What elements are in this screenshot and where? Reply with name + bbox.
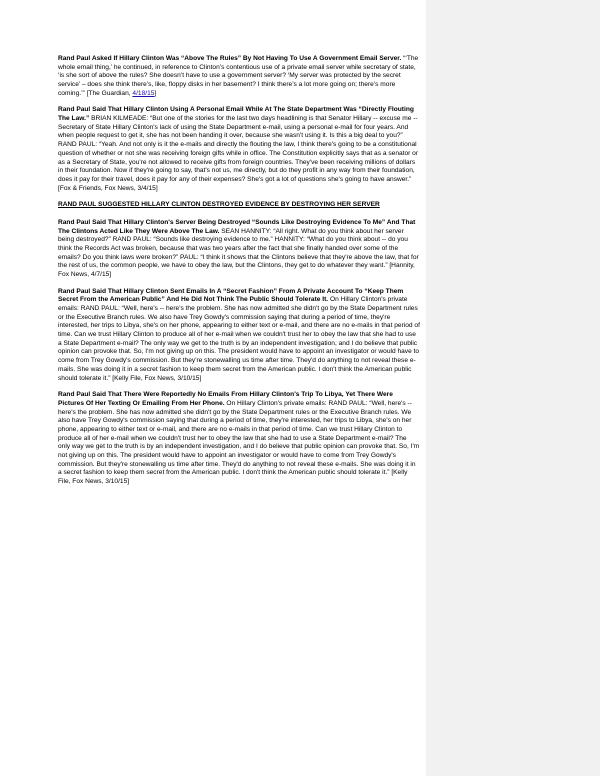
document-body: [58, 55, 420, 495]
paragraph-lead: Rand Paul Asked If Hillary Clinton Was “Above The Rules” By Not Having To Use A Government Email Server.: [58, 55, 402, 62]
paragraph-text: On Hillary Clinton's private emails: RAND PAUL: “Well, here's -- here's the problem. She has now admitted she didn't go by the State Department rules or the Executive Branch rules. We also have Trey Gowdy's commission saying that during a period of time, they're interested, her trips to Libya, she's on her phone, appearing to either text or e-mail, and there are no e-mails in that period of time. Can we trust Hillary Clinton to produce all of her e-mail when we couldn't trust her to obey the law that she had to use a State Department e-mail? The only way we get to the truth is by an independent investigation, and I do believe that public opinion can provoke that. So, I'm not giving up on this. The president would have to appoint an investigator or would have to come from Trey Gowdy's commission. But they're stonewalling us time after time. They'd do anything to not reveal these e-mails. She was doing it in a secret fashion to keep them secret from the American public. I don't think the American public should tolerate it.” [Kelly File, Fox News, 3/10/15]: [58, 296, 420, 382]
paragraph-text: On Hillary Clinton's private emails: RAND PAUL: “Well, here's -- here's the problem. She has now admitted she didn't go by the State Department rules or the Executive Branch rules. We also have Trey Gowdy's commission saying that during a period of time, they're interested, her trips to Libya, she's on her phone, appearing to either text or e-mail, and there are no e-mails in that period of time. Can we trust Hillary Clinton to produce all of her e-mail when we couldn't trust her to obey the law that she had to use a State Department e-mail? The only way we get to the truth is by an independent investigation, and I do believe that public opinion can provoke that. So, I'm not giving up on this. The president would have to appoint an investigator or would have to come from Trey Gowdy's commission. But they're stonewalling us time after time. They'd do anything to not reveal these e-mails. She was doing it in a secret fashion to keep them secret from the American public. I don't think the American public should tolerate it.” [Kelly File, Fox News, 3/10/15]: [58, 399, 420, 486]
paragraph-lead: Rand Paul Said That Hillary Clinton Sent Emails In A “Secret Fashion” From A Private Account To “Keep Them Secret From the American Public” And He Did Not Think The Public Should Tolerate It.: [58, 287, 404, 304]
paragraph-secret-fashion: [58, 288, 420, 384]
paragraph-lead: Rand Paul Said That There Were Reportedly No Emails From Hillary Clinton's Trip To Libya, Yet There Were Pictures Of Her Texting Or Emailing From Her Phone.: [58, 391, 393, 407]
comment-margin-pane: [426, 0, 600, 776]
paragraph-lead: Rand Paul Said That Hillary Clinton Using A Personal Email While At The State Department Was “Directly Flouting The Law.”: [58, 106, 414, 123]
paragraph-lead: Rand Paul Said That Hillary Clinton's Server Being Destroyed “Sounds Like Destroying Evidence To Me” And That The Clintons Acted Like They Were Above The Law.: [58, 218, 416, 235]
source-link[interactable]: 4/18/15: [132, 89, 155, 97]
paragraph-libya-trip: [58, 391, 420, 487]
paragraph-text: SEAN HANNITY: “All right. What do you think about her server being destroyed?” RAND PAUL: “Sounds like destroying evidence to me.” HANNITY: “What do you think about -- do you think the Records Act was broken, because that was two years after the fact that she finally handed over some of the emails? Do you think laws were broken?” PAUL: “I think it shows that the Clintons believe that they're above the law, that for the rest of us, the common people, we have to obey the law, but the Clintons, they get to do whatever they want.” [Hannity, Fox News, 4/7/15]: [58, 227, 419, 279]
paragraph-text: BRIAN KILMEADE: “But one of the stories for the last two days headlining is that Senator Hillary -- excuse me -- Secretary of State Hillary Clinton's lack of using the State Department e-mail, using a personal e-mail for four years. And when people request to get it, she has not been handing it over, because she wasn't using it. Is this a big deal to you?” RAND PAUL: “Yeah. And not only is it the e-mails and directly the flouting the law, I think there's going to be a constitutional question of whether or not she was receiving foreign gifts while in office. The Constitution explicitly says that as a senator or as a Secretary of State, you're not allowed to receive gifts from foreign countries. They've been receiving millions of dollars in their foundation. Now if they're going to say, that's not us, me directly, but do they profit in any way from their foundation, does it pay for their travel, does it pay for any of their expenses? She's got a lot of questions she's going to have answer.” [Fox & Friends, Fox News, 3/4/15]: [58, 115, 419, 192]
paragraph-tail: ]: [154, 89, 157, 97]
paragraph-destroying-evidence: [58, 219, 420, 280]
section-heading: RAND PAUL SUGGESTED HILLARY CLINTON DESTROYED EVIDENCE BY DESTROYING HER SERVER: [58, 201, 380, 209]
paragraph-text: “‘The whole email thing,’ he continued, in reference to Clinton’s contentious use of a private email server while secretary of state, ‘is she sort of above the rules? She doesn’t have to use a government server? ‘My server was protected by the secret service’ – does she think there’s, like, floppy disks in her basement? I think there’s a lot more going on; there’s more coming.’” [The Guardian,: [58, 55, 419, 97]
paragraph-flouting-the-law: [58, 106, 420, 193]
paragraph-above-the-rules: [58, 55, 420, 99]
